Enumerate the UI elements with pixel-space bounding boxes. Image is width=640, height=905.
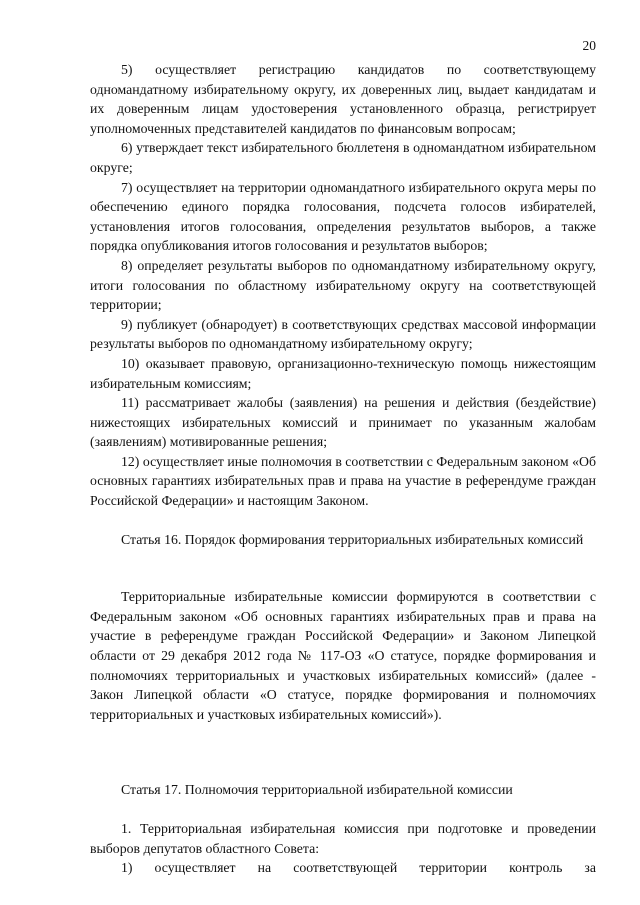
article-17-item-1: 1. Территориальная избирательная комиссия при подготовке и проведении выборов депутатов областного Совета: [90,821,596,856]
article-16-body: Территориальные избирательные комиссии формируются в соответствии с Федеральным законом «Об основных гарантиях избирательных прав и права на участие в референдуме граждан Российской Федерации» и Законом Липецкой области от 29 декабря 2012 года № 117-ОЗ «О статусе, порядке формирования и полномочиях территориальных и участковых избирательных комиссий» (далее - Закон Липецкой области «О статусе, порядке формирования и полномочиях территориальных и участковых избирательных комиссий»). [90,589,596,722]
list-item-10: 10) оказывает правовую, организационно-техническую помощь нижестоящим избирательным комиссиям; [90,355,596,391]
document-body [90,60,596,878]
list-item-6: 6) утверждает текст избирательного бюллетеня в одномандатном избирательном округе; [90,140,596,175]
page-number: 20 [582,38,596,53]
article-16-title: Статья 16. Порядок формирования территориальных избирательных комиссий [121,531,584,547]
spacer [90,800,596,819]
spacer [90,549,596,587]
list-item-12: 12) осуществляет иные полномочия в соответствии с Федеральным законом «Об основных гарантиях избирательных прав и права на участие в референдуме граждан Российской Федерации» и настоящим Законом. [90,453,596,509]
list-item-9: 9) публикует (обнародует) в соответствующих средствах массовой информации результаты выборов по одномандатному избирательному округу; [90,316,596,352]
article-17-title: Статья 17. Полномочия территориальной избирательной комиссии [121,782,513,798]
list-item-11: 11) рассматривает жалобы (заявления) на решения и действия (бездействие) нижестоящих избирательных комиссий и принимает по указанным жалобам (заявлениям) мотивированные решения; [90,395,596,450]
list-item-5: 5) осуществляет регистрацию кандидатов по соответствующему одномандатному избирательному округу, их доверенных лиц, выдает кандидатам и их доверенным лицам удостоверения установленного образца, регистрирует уполномоченных представителей кандидатов по финансовым вопросам; [90,62,596,136]
spacer [90,511,596,530]
article-17-item-1-1: 1) осуществляет на соответствующей территории контроль за [121,860,596,876]
list-item-8: 8) определяет результаты выборов по одномандатному избирательному округу, итоги голосования по областному избирательному округу на соответствующей территории; [90,257,596,313]
list-item-7: 7) осуществляет на территории одномандатного избирательного округа меры по обеспечению единого порядка голосования, подсчета голосов избирателей, установления итогов голосования, определения результатов выборов, а также порядка опубликования итогов голосования и результатов выборов; [90,179,596,254]
spacer [90,724,596,780]
